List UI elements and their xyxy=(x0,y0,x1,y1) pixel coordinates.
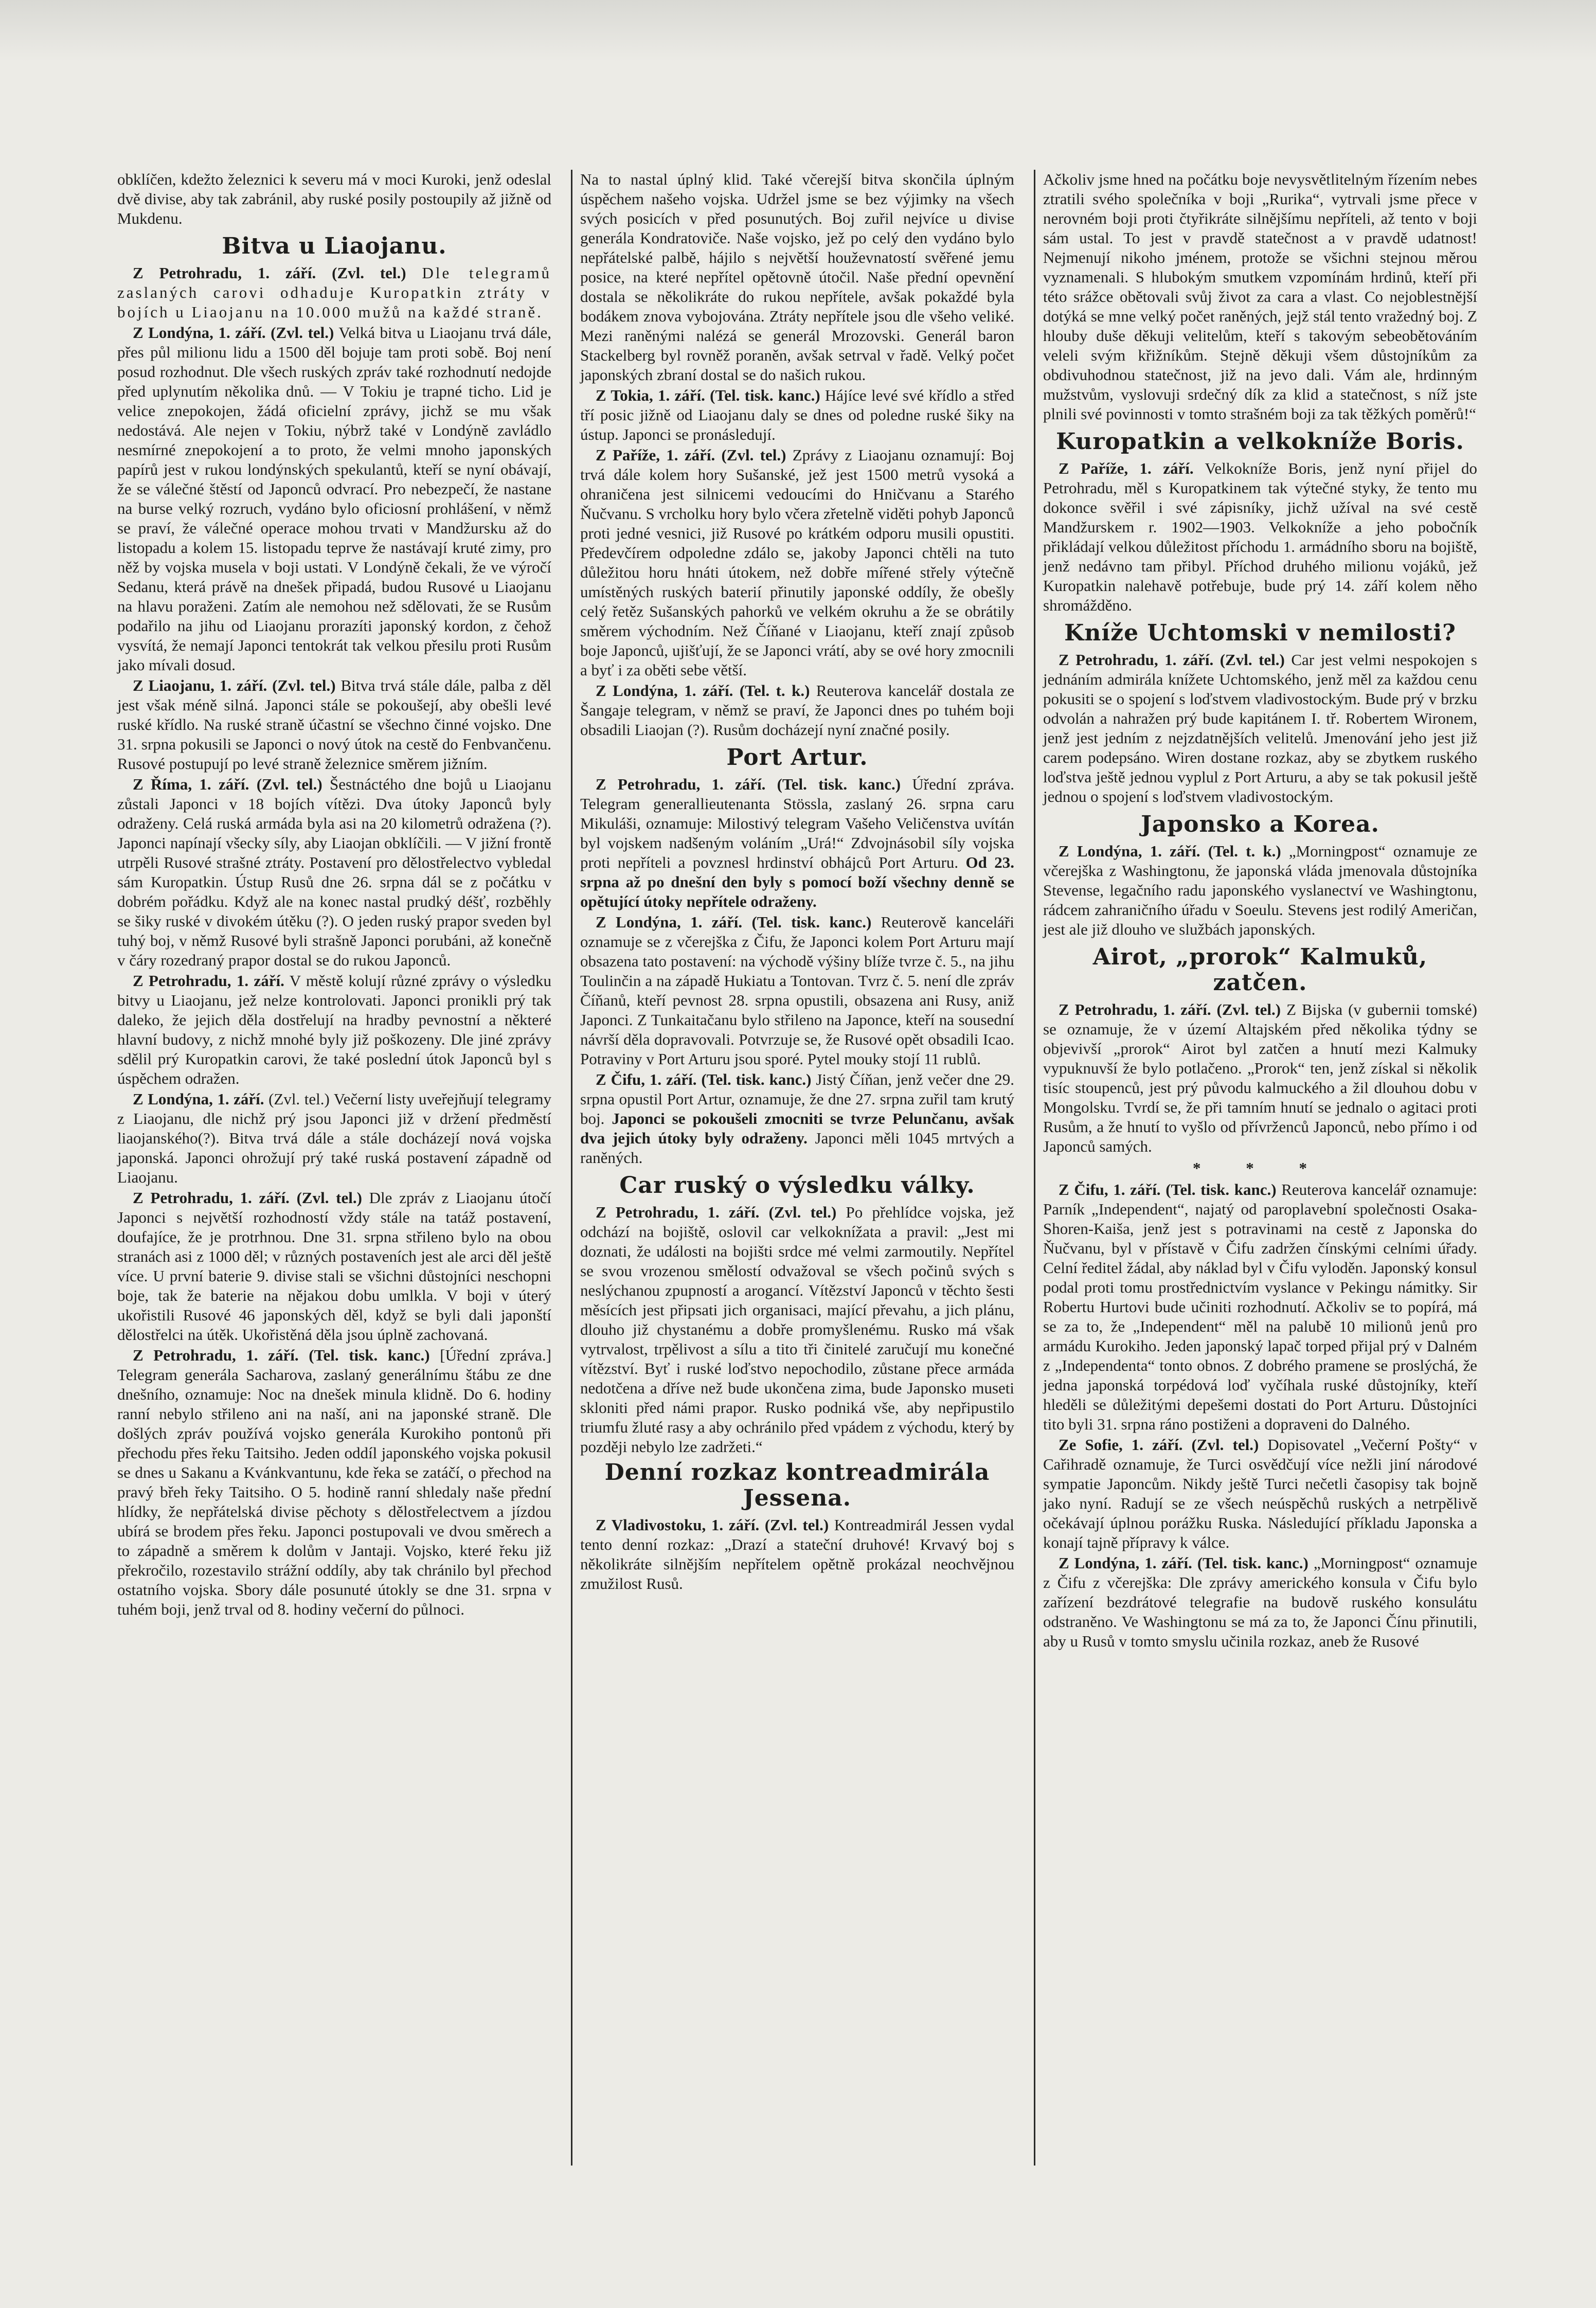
dispatch xyxy=(117,971,551,1088)
dispatch-text: Car jest velmi nespokojen s jednáním admirála knížete Uchtomského, jenž měl za každou cenu pokusiti se o spojení s loďstvem vladivostockým. Bude prý v brzku odvolán a nahražen prý bude kapitánem I. tř. Robertem Wironem, jenž jest jedním z nejzdatnějších velitelů. Jmenování jeho jest již carem podepsáno. Wiren dostane rozkaz, aby se zbytkem ruského loďstva ještě jednou vyplul z Port Arturu, a aby se tak pokusil ještě jednou o spojení s loďstvem vladivostockým. xyxy=(1043,651,1477,806)
headline-kuropatkin-boris: Kuropatkin a velkokníže Boris. xyxy=(1056,428,1464,455)
dateline: Z Tokia, 1. září. (Tel. tisk. kanc.) xyxy=(596,386,820,404)
dispatch-text: „Morningpost“ oznamuje ze včerejška z Washingtonu, že japonská vláda jmenovala důstojníka Stevense, legačního radu japonského vyslanectví ve Washingtonu, rádcem zahraničního úřadu v Soeulu. Stevens jest rodilý Američan, jest ale již dlouho ve službách japonských. xyxy=(1043,842,1478,938)
headline-battle-liaojan: Bitva u Liaojanu. xyxy=(222,233,447,259)
dispatch-text: Reuterova kancelář oznamuje: Parník „Independent“, najatý od paroplavební společnosti Osaka-Shoren-Kaiša, jenž jest s potravinami na cestě z Japonska do Ňučvanu, byl v přístavě v Čifu zadržen čínskými celními úřady. Celní ředitel žádal, aby náklad byl v Čifu vyloděn. Japonský konsul podal proti tomu prostřednictvím vyslance v Pekingu námitky. Sir Robertu Hurtovi bude učiniti rozhodnutí. Ačkoliv se to popírá, má se za to, že „Independent“ měl na palubě 10 milionů jenů pro armádu Kurokiho. Jeden japonský lapač torped přijal prý v Dalném z „Independenta“ tonto obnos. Z dobrého pramene se proslýchá, že jedna japonská torpédová loď vyčíhala ruské důstojníky, kteří hleděli se důležitými depešemi dostati do Port Arturu. Důstojníci tito byli 31. srpna ráno postiženi a dopraveni do Dalného. xyxy=(1043,1180,1478,1433)
headline-uchtomski: Kníže Uchtomski v nemilosti? xyxy=(1064,620,1456,646)
dateline: Z Vladivostoku, 1. září. (Zvl. tel.) xyxy=(596,1516,829,1534)
dispatch-text: V městě kolují různé zprávy o výsledku bitvy u Liaojanu, jež nelze kontrolovati. Japonci pronikli prý tak daleko, že jejich děla dostřelují na hradby pevnostní a některé hlavní budovy, z nichž mnohé byly již poškozeny. Dle jiné zprávy sdělil prý Kuropatkin carovi, že také poslední útok Japonců byl s úspěchem odražen. xyxy=(117,972,551,1087)
dateline: Z Petrohradu, 1. září. xyxy=(133,972,284,990)
dispatch-text: Úřední zpráva. Telegram generallieutenanta Stössla, zaslaný 26. srpna caru Mikuláši, oznamuje: Milostivý telegram Vašeho Veličenstva uvítán byl vojskem nadšeným voláním „Urá!“ Zdvojnásobil síly vojska proti nepříteli a povznesl hrdinství obhájců Port Arturu. xyxy=(580,775,1015,871)
dispatch xyxy=(580,1203,1014,1457)
dispatch xyxy=(117,775,551,970)
headline-port-artur: Port Artur. xyxy=(726,744,868,771)
dispatch-text: Japonci měli 1045 mrtvých a raněných. xyxy=(580,1129,1014,1167)
headline-japan-korea: Japonsko a Korea. xyxy=(1141,811,1379,837)
dispatch-text: Dle telegramů zaslaných carovi odhaduje Kuropatkin ztráty v bojích u Liaojanu na 10.000 mužů na každé straně. xyxy=(117,264,551,321)
dispatch xyxy=(580,386,1014,444)
dispatch-text: „Morningpost“ oznamuje z Čifu z včerejška: Dle zprávy amerického konsula v Čifu bylo zařízení bezdrátové telegrafie na budově ruského konsulátu odstraněno. Ve Washingtonu se má za to, že Japonci Čínu přinutili, aby u Rusů v tomto smyslu učinila rozkaz, aneb že Rusové xyxy=(1043,1554,1477,1650)
dateline: Z Liaojanu, 1. září. (Zvl. tel.) xyxy=(133,676,336,694)
dateline: Z Londýna, 1. září. (Tel. t. k.) xyxy=(1059,842,1281,860)
dispatch-text: Jistý Číňan, jenž večer dne 29. srpna opustil Port Artur, oznamuje, že dne 27. srpna zuřil tam krutý boj. xyxy=(580,1070,1014,1128)
dateline: Z Petrohradu, 1. září. (Zvl. tel.) xyxy=(133,264,406,282)
dispatch-text: (Zvl. tel.) Večerní listy uveřejňují telegramy z Liaojanu, dle nichž prý jsou Japonci již v držení předměstí liaojanského(?). Bitva trvá dále a stále docházejí nová vojska japonská. Japonci ohrožují prý také ruská postavení západně od Liaojanu. xyxy=(117,1090,551,1186)
dispatch xyxy=(117,263,551,322)
dateline: Z Petrohradu, 1. září. (Tel. tisk. kanc.) xyxy=(133,1346,430,1364)
dispatch xyxy=(117,676,551,774)
paragraph: Ačkoliv jsme hned na počátku boje nevysvětlitelným řízením nebes ztratili svého společníka v boji „Rurika“, vytrvali jsme přece v nerovném boji proti čtyřikráte silnějšímu nepříteli, až tento v boji sám ustal. To jest v pravdě statečnost a v pravdě udatnost! Nejmenují nikoho jménem, protože se všichni stejnou měrou vyznamenali. S hlubokým smutkem vzpomínám hrdinů, kteří při této srážce obětovali svůj život za cara a vlast. Co nejoblestnější dotýká se mne velký počet raněných, jejž stál tento vražedný boj. Z hlouby duše děkuji velitelům, kteří s takovým sebeobětováním veleli svým křižníkům. Stejně děkuji všem důstojníkům za obdivuhodnou statečnost, již na jevo dali. Vám ale, hrdinným mužstvům, vyslovuji srdečný dík za klid a statečnost, s níž jste plnili své povinnosti v tomto strašném boji za tak těžkých poměrů!“ xyxy=(1043,170,1477,423)
dispatch-text: Reuterově kanceláři oznamuje se z včerejška z Čifu, že Japonci kolem Port Arturu mají obsazena tato postavení: na východě výšiny blíže tvrze č. 5., na jihu Toulinčin a na západě Hukiatu a Tontovan. Tvrz č. 5. není dle zpráv Číňanů, kteří pevnost 28. srpna opustili, obsazena ani Rusy, aniž Japonci. Z Tunkaitačanu bylo střileno na Japonce, kteří na sousední návrší děla dopravovali. Potvrzuje se, že Rusové opět obsadili Icao. Potraviny v Port Arturu jsou sporé. Pytel mouky stojí 11 rublů. xyxy=(580,913,1014,1068)
dateline: Ze Sofie, 1. září. (Zvl. tel.) xyxy=(1059,1436,1259,1454)
column-3 xyxy=(1034,170,1486,2166)
dispatch xyxy=(1043,459,1477,615)
dispatch-text: Kontreadmirál Jessen vydal tento denní rozkaz: „Drazí a stateční druhové! Krvavý boj s několikráte silnějším nepřítelem opětně prokázal neochvějnou zmužilost Rusů. xyxy=(580,1516,1014,1593)
dateline: Z Londýna, 1. září. (Tel. tisk. kanc.) xyxy=(1059,1554,1308,1572)
dateline: Z Čifu, 1. září. (Tel. tisk. kanc.) xyxy=(1059,1180,1277,1198)
dispatch-text: Velkokníže Boris, jenž nyní přijel do Petrohradu, měl s Kuropatkinem tak výtečné styky, že tento mu dokonce svěřil i své zápisníky, jichž užíval na své cestě Mandžurskem r. 1902—1903. Velkokníže a jeho pobočník přikládají velkou důležitost příchodu 1. armádního sboru na bojiště, jenž nedávno tam přibyl. Příchod druhého milionu vojáků, jež Kuropatkin nalehavě potřebuje, bude prý 14. září kolem něho shromážděno. xyxy=(1043,459,1477,614)
paragraph: obklíčen, kdežto železnici k severu má v moci Kuroki, jenž odeslal dvě divise, aby tak zabránil, aby ruské posily postoupily až jižně od Mukdenu. xyxy=(117,170,551,227)
headline-tsar-on-war: Car ruský o výsledku války. xyxy=(619,1172,975,1198)
dispatch-emphasis: Od 23. srpna až po dnešní den byly s pomocí boží všechny denně se opětující útoky nepřítele odraženy. xyxy=(580,853,1014,910)
dispatch xyxy=(580,775,1014,911)
dispatch-emphasis: Japonci se pokoušeli zmocniti se tvrze Pelunčanu, avšak dva jejich útoky byly odraženy. xyxy=(580,1110,1015,1147)
dateline: Z Petrohradu, 1. září. (Tel. tisk. kanc.) xyxy=(596,775,901,793)
dispatch xyxy=(1043,1435,1477,1552)
dispatch xyxy=(580,445,1014,680)
dispatch-text: Dopisovatel „Večerní Pošty“ v Cařihradě oznamuje, že Turci osvědčují více nežli jiní národové sympatie Japoncům. Nikdy ještě Turci nečetli časopisy tak bojně jako nyní. Radují se ze všech neúspěchů ruských a netrpělivě očekávají úplnou porážku Ruska. Následující příkladu Japonska a konají tajně přípravy k válce. xyxy=(1043,1436,1477,1551)
dispatch-text: Hájíce levé své křídlo a střed tří posic jižně od Liaojanu daly se dnes od poledne ruské šiky na ústup. Japonci se pronásledují. xyxy=(580,386,1014,443)
dispatch xyxy=(580,681,1014,740)
dateline: Z Petrohradu, 1. září. (Zvl. tel.) xyxy=(1059,651,1285,669)
dispatch-text: Po přehlídce vojska, jež odchází na bojiště, oslovil car velkoknížata a pravil: „Jest mi doznati, že události na bojišti srdce mé velmi zarmoutily. Nepřítel se svou vrozenou smělostí odvažoval se všech počinů svých s neslýchanou zpupností a arogancí. Vítězství Japonců v těchto šesti měsících jest připsati jich organisaci, mající převahu, a jich plánu, dlouho již chystanému a dobře promyšlenému. Rusko má však vytrvalost, trpělivost a sílu a tito tři činitelé zaručují mu konečné vítězství. Byť i ruské loďstvo nepochodilo, zůstane přece armáda nedotčena a dříve než bude ukončena zima, bude Japonsko museti skloniti před námi prapor. Rusko podniká vše, aby nepřipustilo triumfu žluté rasy a aby ochránilo před vpádem z východu, který by později nebylo lze zadržeti.“ xyxy=(580,1203,1015,1456)
dispatch xyxy=(117,1188,551,1345)
dateline: Z Čifu, 1. září. (Tel. tisk. kanc.) xyxy=(596,1070,812,1088)
dispatch-text: Bitva trvá stále dále, palba z děl jest však méně silná. Japonci stále se pokoušejí, aby obešli levé ruské křídlo. Na ruské straně účastní se všechno činné vojsko. Dne 31. srpna pokusili se Japonci o nový útok na cestě do Fenbvančenu. Rusové postupují po levé straně železnice směrem jižním. xyxy=(117,676,552,773)
dispatch xyxy=(1043,1180,1477,1434)
dispatch xyxy=(1043,842,1477,939)
dateline: Z Petrohradu, 1. září. (Zvl. tel.) xyxy=(1059,1000,1281,1018)
dateline: Z Říma, 1. září. (Zvl. tel.) xyxy=(133,775,322,793)
column-2 xyxy=(571,170,1024,2166)
dispatch-text: Dle zpráv z Liaojanu útočí Japonci s největší rozhodností vždy stále na tatáž postavení, doufajíce, že je protrhnou. Dne 31. srpna střileno bylo na obou stranách asi z 1000 děl; v různých postaveních jest ale arci děl ještě více. U první baterie 9. divise stali se všichni důstojníci neschopni boje, tak že baterie na nějakou dobu umlkla. V boji v úterý ukořistili Rusové 46 japonských děl, když se byli dali japonští dělostřelci na útěk. Ukořistěná děla jsou úplně zachovaná. xyxy=(117,1189,552,1344)
paragraph: Na to nastal úplný klid. Také včerejší bitva skončila úplným úspěchem našeho vojska. Udržel jsme se bez výjimky na všech svých posicích v před posunutých. Boj zuřil nejvíce u divise generála Kondratoviče. Naše vojsko, jež po celý den vydáno bylo nepřátelské palbě, hájilo s největší houževnatostí svěřené jemu posice, na které nepřítel opětovně útočil. Naše přední opevnění dostala se několikráte do rukou nepřítele, avšak pokaždé byla bodákem znova vybojována. Ztráty nepřítele jsou dle všeho veliké. Mezi raněnými nalézá se generál Mrozovski. Generál baron Stackelberg byl rovněž poraněn, avšak setrval v řadě. Velký počet japonských zbraní dostal se do našich rukou. xyxy=(580,170,1014,384)
dispatch xyxy=(117,323,551,675)
dateline: Z Londýna, 1. září. (Zvl. tel.) xyxy=(133,324,334,342)
dateline: Z Paříže, 1. září. (Zvl. tel.) xyxy=(596,446,786,464)
dateline: Z Londýna, 1. září. (Tel. t. k.) xyxy=(596,682,810,700)
dispatch xyxy=(580,1515,1014,1594)
dispatch-text: Velká bitva u Liaojanu trvá dále, přes půl milionu lidu a 1500 děl bojuje tam proti sobě. Boj není posud rozhodnut. Dle všech ruských zpráv také rozhodnutí nedojde před uplynutím několika dnů. — V Tokiu je trapné ticho. Lid je velice znepokojen, žádá oficielní zprávy, jichž se mu však nedostává. Ale nejen v Tokiu, nýbrž také v Londýně zavládlo nesmírné znepokojení a to proto, že velmi mnoho japonských papírů jest v rukou londýnských spekulantů, kteří se nyní obávají, že se válečné štěstí od Japonců odvrací. Pro nebezpečí, že nastane na burse velký rozruch, vydáno bylo oficiosní prohlášení, v němž se praví, že válečné operace mohou trvati v Mandžursku až do listopadu a kolem 15. listopadu teprve že nastávají kruté zimy, pro něž by vojska musela v boji ustati. V Londýně čekali, že ve výročí Sedanu, která právě na dnešek připadá, budou Rusové u Liaojanu na hlavu poraženi. Zatím ale nemohou než sdělovati, že se Rusům podařilo na jihu od Liaojanu prorazíti japonský kordon, z čehož vysvítá, že nemají Japonci tentokrát tak velkou přesilu proti Rusům jako mívali dosud. xyxy=(117,324,551,674)
article-columns xyxy=(108,170,1486,2166)
dateline: Z Londýna, 1. září. xyxy=(133,1090,264,1108)
dateline: Z Paříže, 1. září. xyxy=(1059,459,1194,477)
dispatch xyxy=(1043,1000,1477,1156)
dispatch xyxy=(580,1070,1014,1168)
dispatch-text: Z Bijska (v gubernii tomské) se oznamuje, že v území Altajském před několika týdny se objevivší „prorok“ Airot byl zatčen a hnutí mezi Kalmuky vypuknuvší že bylo potlačeno. „Prorok“ ten, jenž získal si několik tisíc stoupenců, jest prý původu kalmuckého a žil dlouhou dobu v Mongolsku. Tvrdí se, že při tamním hnutí se jednalo o agitaci proti Rusům, a že hnutí to vyšlo od přívrženců Japonců, nebo přímo i od Japonců samých. xyxy=(1043,1000,1478,1155)
section-separator: * * * xyxy=(1193,1159,1328,1177)
dateline: Z Londýna, 1. září. (Tel. tisk. kanc.) xyxy=(596,913,872,931)
dispatch-text: [Úřední zpráva.] Telegram generála Sacharova, zaslaný generálnímu štábu ze dne dnešního, oznamuje: Noc na dnešek minula klidně. Do 6. hodiny ranní nebylo střileno ani na naší, ani na japonské straně. Dle došlých zpráv používá vojsko generála Kurokiho pontonů při přechodu přes řeku Taitsiho. Jeden oddíl japonského vojska pokusil se dnes u Sakanu a Kvánkvantunu, kde řeka se zatáčí, o přechod na pravý břeh řeky Taitsiho. O 5. hodině ranní shledaly naše přední hlídky, že nepřátelská divise pěchoty s dělostřelectvem a jízdou ubírá se brodem přes řeku. Japonci postupovali ve dvou směrech a to západně a směrem k dolům v Jantaji. Vojsko, které řeku již překročilo, rozestavilo strážní oddíly, aby tak chránilo byl přechod ostatního vojska. Sbory dále posunuté útokly se dne 31. srpna v tuhém boji, jenž trval od 8. hodiny večerní do půlnoci. xyxy=(117,1346,551,1618)
dispatch-text: Zprávy z Liaojanu oznamují: Boj trvá dále kolem hory Sušanské, jež jest 1500 metrů vysoká a ohraničena jest silnicemi vedoucími do Hničvanu a Starého Ňučvanu. S vrcholku hory bylo včera zřetelně viděti pohyb Japonců proti jedné vesnici, již Rusové po krátkém odporu musili opustiti. Předevčírem odpoledne zdálo se, jakoby Japonci chtěli na tuto důležitou horu hnáti útokem, než dobře mířené střely výtečně umístěných ruských baterií přinutily japonské oddíly, že obešly celý řetěz Sušanských pahorků ve velkém okruhu a že se obrátily směrem východním. Než Číňané v Liaojanu, kteří znají způsob boje Japonců, ujišťují, že se Japonci vrátí, aby se ové hory zmocnili a byť i za oběti sebe větší. xyxy=(580,446,1015,679)
dispatch xyxy=(117,1089,551,1187)
dateline: Z Petrohradu, 1. září. (Zvl. tel.) xyxy=(133,1189,362,1207)
dateline: Z Petrohradu, 1. září. (Zvl. tel.) xyxy=(596,1203,837,1221)
dispatch xyxy=(1043,650,1477,807)
dispatch xyxy=(117,1346,551,1619)
dispatch xyxy=(580,913,1014,1069)
column-1 xyxy=(108,170,561,2166)
headline-jessen-order: Denní rozkaz kontreadmirála Jessena. xyxy=(604,1459,990,1511)
dispatch-text: Reuterova kancelář dostala ze Šangaje telegram, v němž se praví, že Japonci dnes po tuhém boji obsadili Liaojan (?). Rusům docházejí nyní značné posily. xyxy=(580,682,1014,739)
headline-airot: Airot, „prorok“ Kalmuků, zatčen. xyxy=(1092,944,1428,996)
dispatch-text: Šestnáctého dne bojů u Liaojanu zůstali Japonci v 18 bojích vítězi. Dva útoky Japonců byly odraženy. Celá ruská armáda byla asi na 20 kilometrů odražena (?). Japonci napínají všecky síly, aby Liaojan obklíčili. — V jižní frontě utrpěli Rusové strašné ztráty. Postavení pro dělostřelectvo vybledal sám Kuropatkin. Ústup Rusů dne 26. srpna dál se z počátku v dobrém pořádku. Když ale na konec nastal prudký déšť, rozběhly se šiky ruské v divokém útěku (?). O jeden ruský prapor sveden byl tuhý boj, v němž Rusové byli strašně Japonci porubáni, až konečně v čáry rozedraný prapor dostal se do rukou Japonců. xyxy=(117,775,552,969)
dispatch xyxy=(1043,1553,1477,1651)
